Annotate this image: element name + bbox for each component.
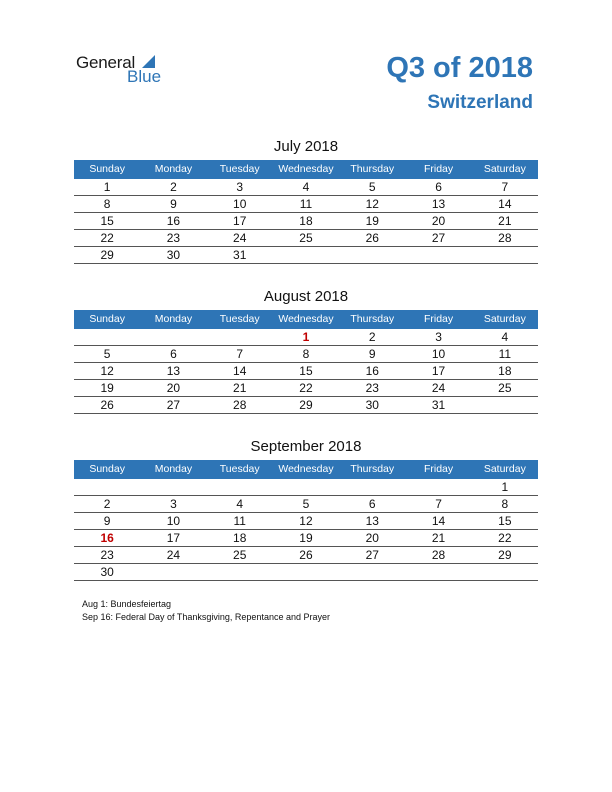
date-cell: 17 [166,531,181,545]
week-row [74,513,538,530]
date-cell: 11 [299,197,313,211]
weekday-header: Sunday [89,463,125,475]
date-cell [207,564,273,580]
weekday-header: Thursday [350,463,395,475]
weekday-header: Sunday [89,163,125,175]
date-cell: 31 [431,398,446,412]
date-cell: 23 [365,381,379,395]
date-cell: 12 [299,514,313,528]
weekday-header: Tuesday [219,313,260,325]
date-cell [339,564,405,580]
date-cell: 12 [365,197,379,211]
date-cell: 17 [431,364,446,378]
date-cell [405,247,471,263]
date-cell: 3 [435,330,442,344]
date-cell: 30 [100,565,114,579]
date-cell: 4 [236,497,244,511]
date-cell: 23 [166,231,181,245]
date-cell [472,247,538,263]
date-cell: 26 [100,398,114,412]
week-row [74,247,538,264]
date-cell [207,479,273,495]
date-cell: 2 [170,180,177,194]
date-cell [339,247,405,263]
date-cell: 3 [236,180,244,194]
weekday-header: Saturday [483,463,526,475]
week-row [74,230,538,247]
date-cell: 16 [365,364,379,378]
date-cell: 22 [100,231,114,245]
date-cell: 29 [299,398,313,412]
date-cell [273,564,339,580]
date-cell: 24 [166,548,181,562]
holiday-notes [82,598,330,624]
date-cell: 30 [166,248,181,262]
date-cell: 8 [302,347,310,361]
date-cell: 18 [299,214,313,228]
date-cell: 21 [498,214,512,228]
date-cell: 17 [233,214,247,228]
date-cell: 26 [365,231,379,245]
date-cell: 9 [170,197,177,211]
date-cell: 25 [498,381,512,395]
date-cell: 20 [431,214,446,228]
date-cell: 8 [501,497,509,511]
date-cell: 18 [498,364,512,378]
date-cell: 15 [100,214,114,228]
week-row [74,397,538,414]
date-cell: 4 [302,180,310,194]
holiday-note: Sep 16: Federal Day of Thanksgiving, Repentance and Prayer [82,612,330,622]
date-cell: 28 [431,548,446,562]
weekday-header: Monday [154,313,193,325]
date-cell [207,329,273,345]
logo [76,53,176,89]
date-cell: 27 [166,398,181,412]
date-cell: 30 [365,398,379,412]
week-row [74,479,538,496]
date-cell: 22 [299,381,313,395]
date-cell: 9 [368,347,376,361]
date-cell: 6 [170,347,177,361]
date-cell: 27 [365,548,379,562]
weekday-header: Monday [154,463,193,475]
date-cell [339,479,405,495]
week-row [74,380,538,397]
weekday-header: Thursday [350,163,395,175]
logo-text-general: General [76,53,136,72]
date-cell: 14 [233,364,247,378]
date-cell: 12 [100,364,114,378]
date-cell: 2 [103,497,111,511]
date-cell: 11 [233,514,246,528]
date-cell: 20 [166,381,181,395]
date-cell: 3 [170,497,177,511]
week-row [74,329,538,346]
date-cell: 5 [368,180,376,194]
date-cell: 5 [302,497,310,511]
quarter-title: Q3 of 2018 [386,52,533,84]
weekday-header: Sunday [89,313,125,325]
weekday-header-row [74,310,538,329]
date-cell: 6 [435,180,442,194]
date-cell: 24 [431,381,446,395]
date-cell: 28 [498,231,512,245]
date-cell: 15 [299,364,313,378]
date-cell [405,564,471,580]
date-cell [405,479,471,495]
week-row [74,196,538,213]
month-september [74,437,538,581]
month-title: August 2018 [263,288,349,305]
date-cell: 1 [501,480,509,494]
weekday-header: Friday [423,463,454,475]
date-cell: 10 [431,347,446,361]
date-cell [273,479,339,495]
date-cell [74,329,140,345]
date-cell: 20 [365,531,379,545]
weekday-header: Tuesday [219,463,260,475]
date-cell: 8 [103,197,111,211]
date-cell: 1 [103,180,111,194]
date-cell: 10 [166,514,181,528]
date-cell: 21 [233,381,247,395]
date-cell: 13 [166,364,181,378]
date-cell: 7 [501,180,509,194]
month-title: July 2018 [273,138,339,155]
holiday-date-cell: 16 [100,531,114,545]
week-row [74,346,538,363]
date-cell: 9 [103,514,111,528]
date-cell: 25 [299,231,313,245]
week-row [74,363,538,380]
date-cell: 5 [103,347,111,361]
weekday-header: Monday [154,163,193,175]
weekday-header: Friday [423,313,454,325]
week-row [74,213,538,230]
holiday-date-cell: 1 [302,330,310,344]
date-cell: 24 [233,231,247,245]
date-cell: 16 [166,214,181,228]
weekday-header: Thursday [350,313,395,325]
date-cell [140,329,206,345]
date-cell: 25 [233,548,247,562]
date-cell: 23 [100,548,114,562]
date-cell: 29 [498,548,512,562]
date-cell [472,564,538,580]
date-cell: 14 [431,514,446,528]
date-cell: 13 [365,514,379,528]
week-row [74,496,538,513]
weekday-header-row [74,460,538,479]
date-cell: 27 [431,231,446,245]
date-cell: 15 [498,514,512,528]
date-cell: 7 [236,347,244,361]
date-cell [140,479,206,495]
date-cell [140,564,206,580]
date-cell: 13 [431,197,446,211]
date-cell: 6 [368,497,376,511]
date-cell: 7 [435,497,442,511]
date-cell: 11 [498,347,512,361]
date-cell: 4 [501,330,509,344]
week-row [74,530,538,547]
month-july [74,137,538,264]
holiday-note: Aug 1: Bundesfeiertag [82,599,172,609]
date-cell: 18 [233,531,247,545]
date-cell: 22 [498,531,512,545]
date-cell: 19 [299,531,313,545]
weekday-header: Wednesday [278,163,334,175]
date-cell: 26 [299,548,313,562]
week-row [74,564,538,581]
logo-text-blue: Blue [127,67,162,86]
date-cell: 10 [233,197,247,211]
weekday-header: Saturday [483,313,526,325]
week-row [74,179,538,196]
date-cell: 21 [431,531,446,545]
date-cell: 19 [365,214,379,228]
weekday-header-row [74,160,538,179]
date-cell: 14 [498,197,512,211]
date-cell [472,397,538,413]
weekday-header: Tuesday [219,163,260,175]
date-cell: 31 [233,248,247,262]
week-row [74,547,538,564]
date-cell: 2 [368,330,376,344]
date-cell: 19 [100,381,114,395]
month-title: September 2018 [250,438,362,455]
date-cell [273,247,339,263]
date-cell [74,479,140,495]
weekday-header: Friday [423,163,454,175]
country-name: Switzerland [427,92,533,113]
weekday-header: Wednesday [278,313,334,325]
month-august [74,287,538,414]
date-cell: 28 [233,398,247,412]
date-cell: 29 [100,248,114,262]
weekday-header: Saturday [483,163,526,175]
weekday-header: Wednesday [278,463,334,475]
